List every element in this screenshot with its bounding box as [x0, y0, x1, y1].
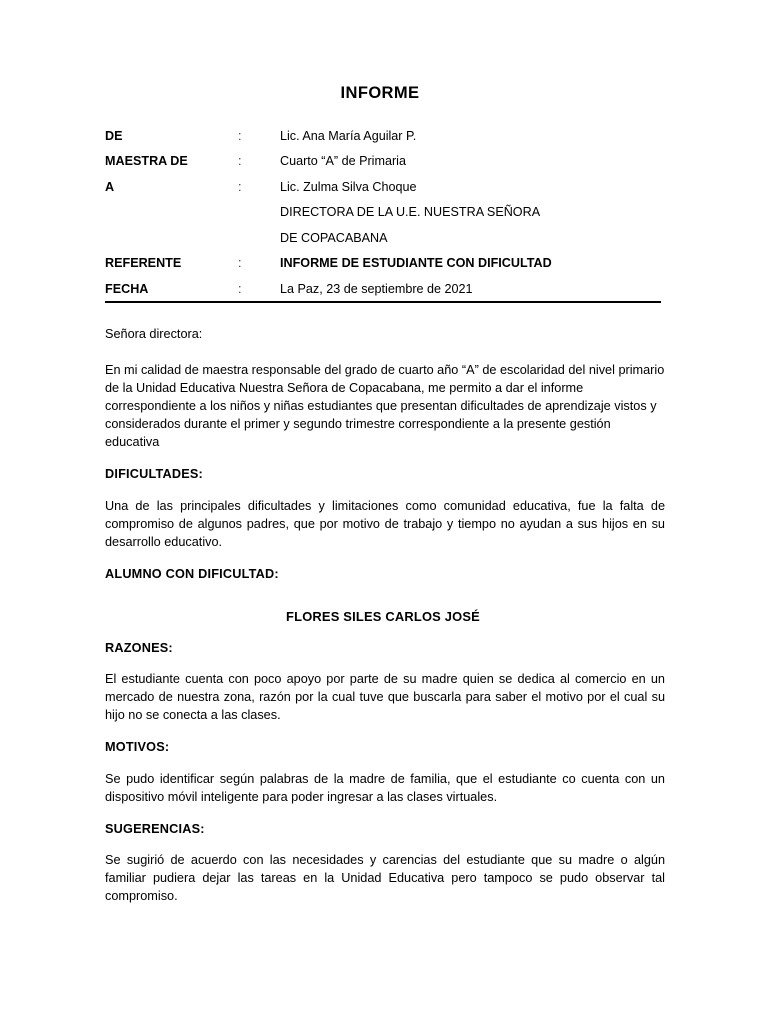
meta-colon: : — [238, 179, 242, 194]
meta-colon: : — [238, 129, 242, 143]
table-row — [105, 180, 665, 205]
meta-value-directora-line1: DIRECTORA DE LA U.E. NUESTRA SEÑORA — [280, 205, 541, 220]
section-heading-dificultades: DIFICULTADES: — [105, 467, 203, 482]
meta-label-empty — [105, 231, 238, 256]
section-heading-alumno-con-dificultad: ALUMNO CON DIFICULTAD: — [105, 567, 279, 582]
meta-value-maestra-de: Cuarto “A” de Primaria — [280, 154, 406, 169]
meta-colon: : — [238, 154, 242, 169]
section-paragraph-sugerencias: Se sugirió de acuerdo con las necesidades y carencias del estudiante que su madre o algún familiar pudiera dejar las tareas en la Unidad Educativa pero tampoco se pudo observar tal compromiso. — [105, 853, 665, 904]
table-row — [105, 282, 665, 299]
meta-colon: : — [238, 281, 242, 296]
meta-label-maestra-de: MAESTRA DE — [105, 154, 188, 169]
table-row — [105, 256, 665, 281]
document-content — [105, 84, 665, 920]
meta-label-empty — [105, 205, 238, 230]
page-title: INFORME — [340, 84, 420, 102]
header-meta-table — [105, 129, 665, 299]
meta-value-referente: INFORME DE ESTUDIANTE CON DIFICULTAD — [280, 256, 552, 271]
section-paragraph-dificultades: Una de las principales dificultades y limitaciones como comunidad educativa, fue la falta de compromiso de algunos padres, que por motivo de trabajo y tiempo no ayudan a sus hijos en su desarrollo educativo. — [105, 498, 665, 550]
table-row — [105, 231, 665, 256]
meta-value-fecha: La Paz, 23 de septiembre de 2021 — [280, 281, 473, 296]
table-row — [105, 129, 665, 154]
meta-value-directora-line2: DE COPACABANA — [280, 230, 388, 245]
section-heading-motivos: MOTIVOS: — [105, 740, 170, 755]
section-heading-sugerencias: SUGERENCIAS: — [105, 821, 205, 836]
meta-value-a: Lic. Zulma Silva Choque — [280, 179, 417, 194]
meta-colon — [238, 205, 280, 230]
intro-paragraph: En mi calidad de maestra responsable del grado de cuarto año “A” de escolaridad del nivel primario de la Unidad Educativa Nuestra Señora de Copacabana, me permito a dar el informe correspondiente a los niños y niñas estudiantes que presentan dificultades de aprendizaje vistos y considerados durante el primer y segundo trimestre correspondiente a la presente gestión educativa — [105, 363, 665, 450]
meta-label-fecha: FECHA — [105, 281, 149, 296]
meta-label-de: DE — [105, 129, 123, 143]
meta-value-de: Lic. Ana María Aguilar P. — [280, 129, 417, 143]
section-paragraph-razones: El estudiante cuenta con poco apoyo por parte de su madre quien se dedica al comercio en un mercado de nuestra zona, razón por la cual tuve que buscarla para saber el motivo por el cual su hijo no se conecta a las clases. — [105, 672, 665, 723]
meta-colon: : — [238, 256, 242, 271]
section-paragraph-motivos: Se pudo identificar según palabras de la madre de familia, que el estudiante co cuenta con un dispositivo móvil inteligente para poder ingresar a las clases virtuales. — [105, 771, 665, 804]
section-heading-razones: RAZONES: — [105, 640, 173, 655]
meta-label-a: A — [105, 179, 115, 194]
meta-colon — [238, 231, 280, 256]
table-row — [105, 154, 665, 179]
table-row — [105, 205, 665, 230]
meta-label-referente: REFERENTE — [105, 256, 182, 271]
header-divider — [105, 301, 661, 303]
salutation: Señora directora: — [105, 327, 203, 342]
document-body — [105, 325, 665, 905]
student-name: FLORES SILES CARLOS JOSÉ — [286, 608, 480, 624]
